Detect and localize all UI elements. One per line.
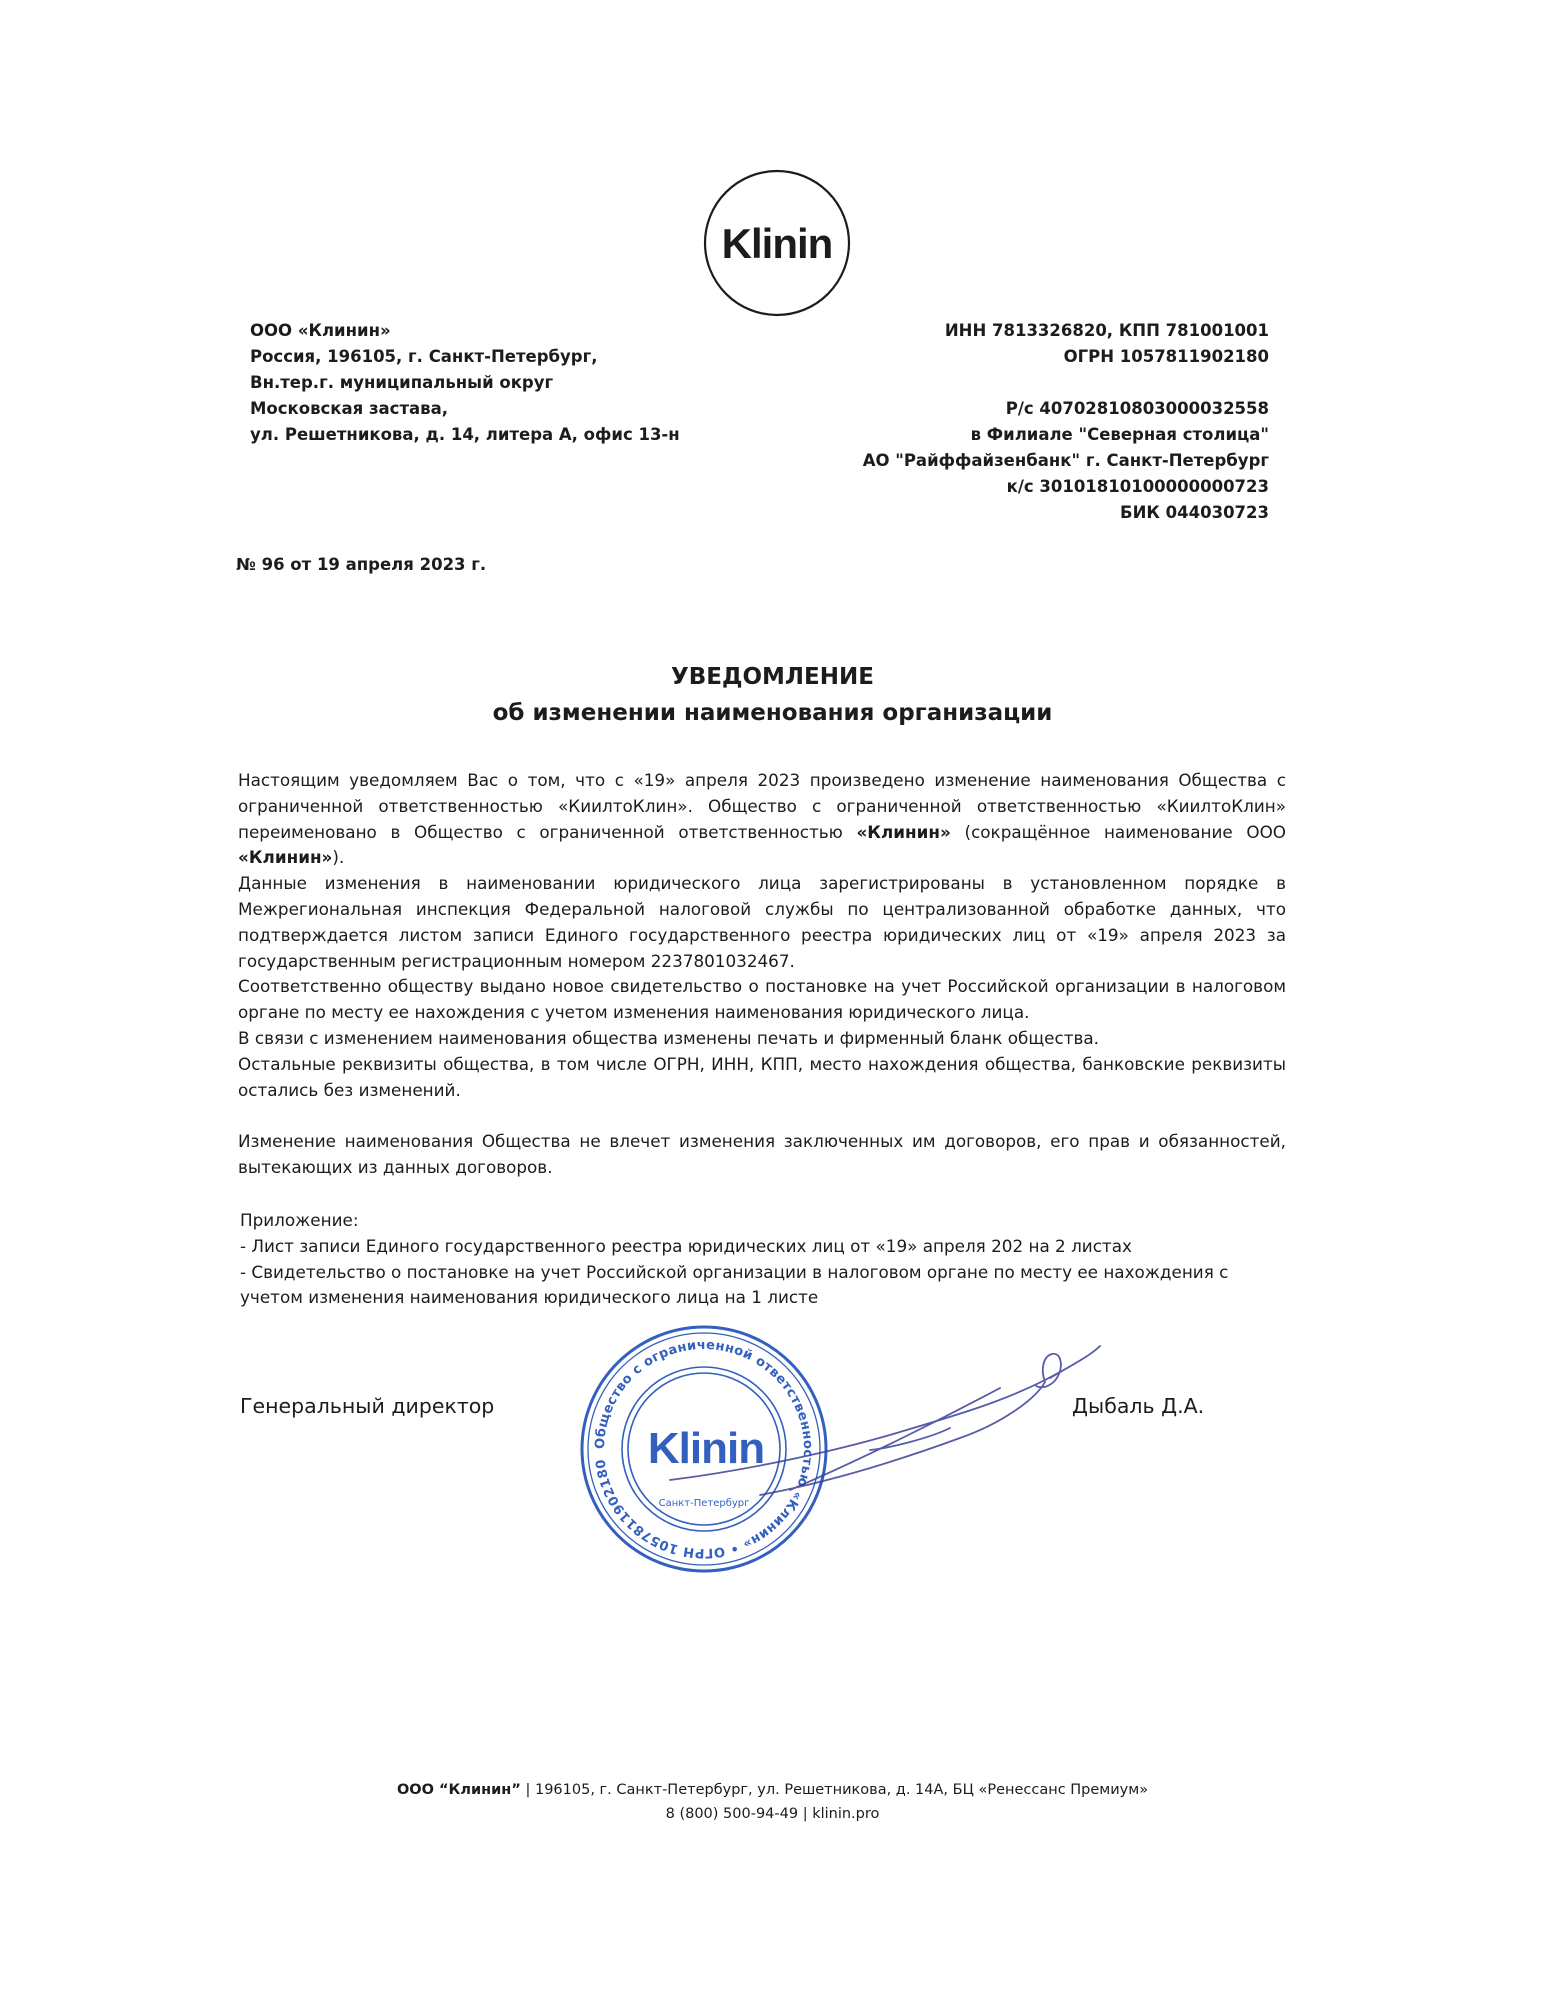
sender-line: Московская застава, [250,399,449,418]
paragraph-seal: В связи с изменением наименования общества изменены печать и фирменный бланк общества. [238,1027,1099,1048]
paragraph-requisites: Остальные реквизиты общества, в том числе ОГРН, ИНН, КПП, место нахождения общества, банковские реквизиты остались без изменений. [238,1053,1286,1100]
logo-text: Klinin [721,220,833,267]
paragraph-rename [238,768,1286,871]
notice-body [238,768,1286,1103]
paragraph-contracts: Изменение наименования Общества не влечет изменения заключенных им договоров, его прав и обязанностей, вытекающих из данных договоров. [238,1131,1286,1177]
short-name: «Клинин» [238,847,333,868]
spacer [863,370,1269,396]
appendix-item: - Свидетельство о постановке на учет Российской организации в налоговом органе по месту ее нахождения с [240,1261,1229,1282]
sender-line: Вн.тер.г. муниципальный округ [250,373,554,392]
document-title: УВЕДОМЛЕНИЕ [671,664,874,690]
text-run: ). [332,847,345,868]
footer-address-line [0,1778,1545,1802]
corr-account: к/с 30101810100000000723 [1006,477,1269,496]
footer-address: | 196105, г. Санкт-Петербург, ул. Решетникова, д. 14А, БЦ «Ренессанс Премиум» [520,1782,1149,1798]
bank-name: АО "Райффайзенбанк" г. Санкт-Петербург [862,451,1269,470]
footer-company: ООО “Клинин” [396,1782,521,1798]
bank-branch: в Филиале "Северная столица" [970,425,1269,444]
appendix-item-continued: учетом изменения наименования юридического лица на 1 листе [240,1287,819,1308]
document-subtitle: об изменении наименования организации [492,700,1053,726]
sender-line: ООО «Клинин» [250,321,391,340]
appendix [240,1208,1300,1311]
stamp-logo-text: Klinin [647,1424,765,1473]
signatory-title: Генеральный директор [240,1394,495,1418]
document-number: № 96 от 19 апреля 2023 г. [236,555,487,574]
text-run: Настоящим уведомляем Вас о том, что с «19» апреля 2023 произведено изменение наименования Общества с ограниченной ответственностью «КиилтоКлин». Общество с ограниченной ответственностью «КиилтоКлин» переименовано в Общество с ограниченной ответственностью [238,770,1286,842]
klinin-logo [702,168,852,318]
inn-kpp: ИНН 7813326820, КПП 781001001 [944,321,1269,340]
text-run: (сокращённое наименование ООО [950,821,1286,842]
handwritten-signature [640,1320,1120,1520]
footer-contacts: 8 (800) 500-94-49 | klinin.pro [665,1806,880,1822]
letterhead-footer [0,1778,1545,1826]
sender-line: Россия, 196105, г. Санкт-Петербург, [250,347,598,366]
signatory-name: Дыбаль Д.А. [1072,1394,1205,1418]
stamp-ring-text: Общество с ограниченной ответственностью «Клинин» • ОГРН 1057811902180 [592,1337,816,1561]
appendix-item: - Лист записи Единого государственного реестра юридических лиц от «19» апреля 202 на 2 листах [240,1235,1132,1256]
paragraph-registration: Данные изменения в наименовании юридического лица зарегистрированы в установленном порядке в Межрегиональная инспекция Федеральной налоговой службы по централизованной обработке данных, что подтверждается листом записи Единого государственного реестра юридических лиц от «19» апреля 2023 за государственным регистрационным номером 2237801032467. [238,873,1286,971]
sender-line: ул. Решетникова, д. 14, литера А, офис 13-н [250,425,680,444]
new-name: «Клинин» [856,821,951,842]
account: Р/с 40702810803000032558 [1005,399,1269,418]
paragraph-certificate: Соответственно обществу выдано новое свидетельство о постановке на учет Российской организации в налоговом органе по месту ее нахождения с учетом изменения наименования юридического лица. [238,976,1286,1023]
bik: БИК 044030723 [1120,503,1269,522]
appendix-heading: Приложение: [240,1210,359,1230]
stamp-city: Санкт-Петербург [658,1498,750,1509]
bank-requisites [863,318,1269,526]
ogrn: ОГРН 1057811902180 [1063,347,1269,366]
sender-address [250,318,680,448]
